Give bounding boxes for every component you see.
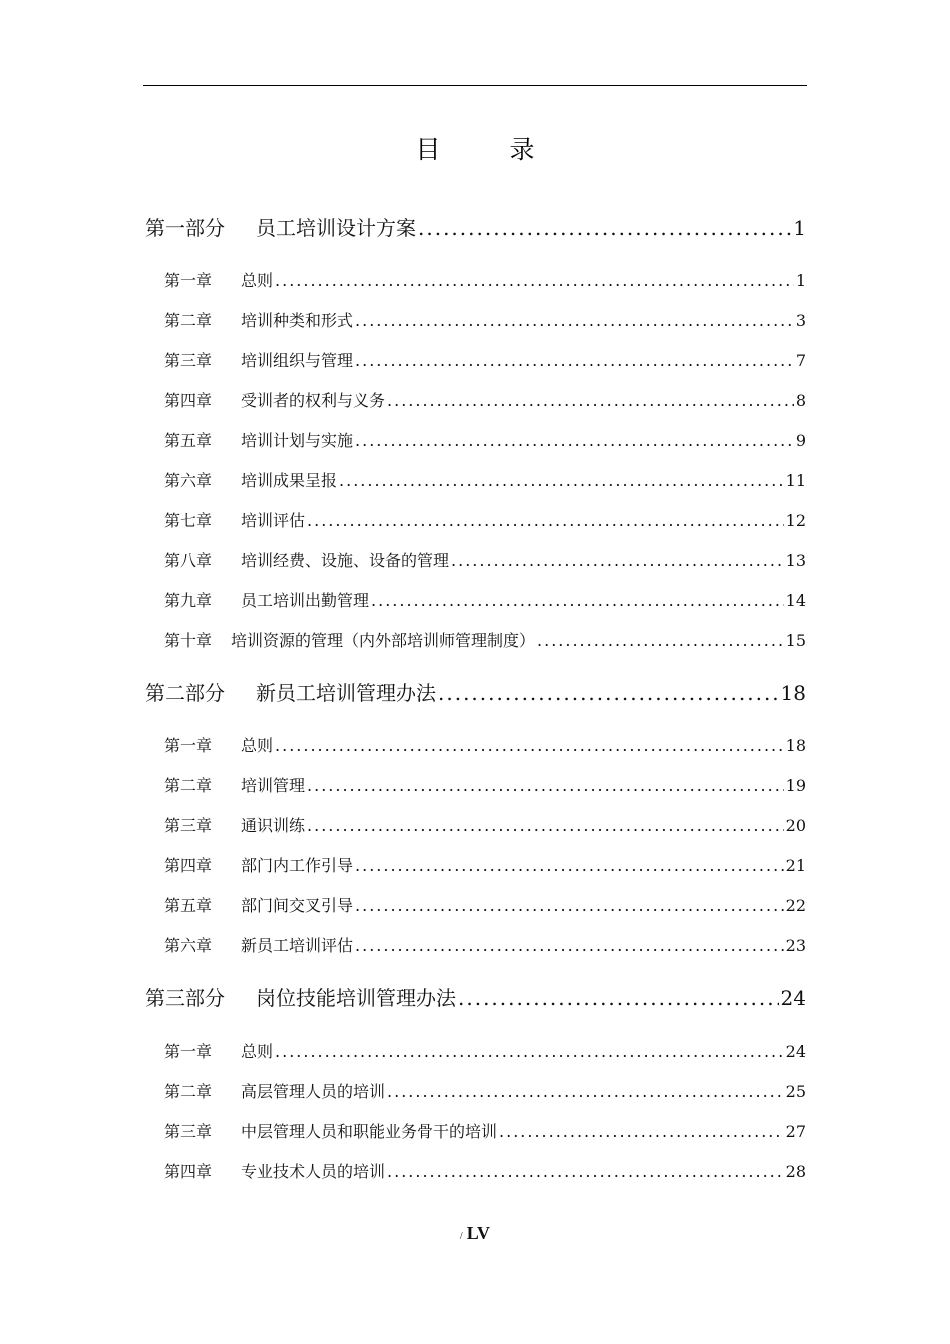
toc-entry-title: 新员工培训管理办法 [256, 681, 436, 705]
toc-entry-label [145, 212, 416, 241]
toc-entry-number: 第一章 [164, 736, 213, 755]
toc-chapter-entry[interactable] [164, 773, 806, 796]
toc-chapter-entry[interactable] [164, 348, 806, 371]
toc-entry-title: 培训管理 [241, 776, 306, 795]
toc-dot-leader [275, 736, 784, 755]
page-title: 目 录 [415, 135, 557, 164]
toc-dot-leader [458, 986, 779, 1010]
toc-entry-title: 培训成果呈报 [241, 471, 338, 490]
toc-page-number: 11 [785, 471, 806, 490]
toc-entry-label [164, 388, 385, 411]
toc-entry-title: 受训者的权利与义务 [241, 391, 386, 410]
toc-entry-label [164, 628, 535, 651]
toc-chapter-entry[interactable] [164, 548, 806, 571]
toc-page-number: 8 [795, 391, 806, 410]
footer-slash: / [459, 1231, 463, 1242]
toc-dot-leader [355, 431, 794, 450]
toc-entry-title: 员工培训设计方案 [256, 216, 416, 240]
toc-chapter-entry[interactable] [164, 933, 806, 956]
toc-entry-label [164, 508, 305, 531]
toc-entry-number: 第一部分 [145, 216, 225, 240]
toc-dot-leader [418, 216, 791, 240]
toc-entry-number: 第四章 [164, 1162, 213, 1181]
toc-entry-label [164, 893, 353, 916]
toc-entry-number: 第二章 [164, 311, 213, 330]
toc-part-entry[interactable] [145, 982, 806, 1011]
toc-entry-label [164, 773, 305, 796]
toc-entry-label [164, 853, 353, 876]
toc-entry-label [164, 268, 273, 291]
toc-entry-label [164, 468, 337, 491]
toc-entry-title: 培训经费、设施、设备的管理 [241, 551, 450, 570]
toc-entry-label [164, 588, 369, 611]
toc-entry-number: 第二章 [164, 1082, 213, 1101]
toc-dot-leader [355, 936, 784, 955]
toc-page-number: 13 [785, 551, 806, 570]
toc-dot-leader [387, 391, 794, 410]
toc-page-number: 25 [785, 1082, 806, 1101]
toc-chapter-entry[interactable] [164, 628, 806, 651]
toc-page-number: 21 [785, 856, 806, 875]
page-number: LV [466, 1223, 491, 1243]
toc-entry-title: 总则 [241, 1042, 274, 1061]
toc-dot-leader [355, 311, 794, 330]
toc-page-number: 1 [795, 271, 806, 290]
toc-entry-number: 第一章 [164, 1042, 213, 1061]
toc-entry-number: 第十章 [164, 631, 213, 650]
toc-entry-number: 第二章 [164, 776, 213, 795]
toc-page-number: 3 [795, 311, 806, 330]
toc-part-entry[interactable] [145, 212, 806, 241]
toc-entry-label [164, 733, 273, 756]
toc-page-number: 14 [785, 591, 806, 610]
toc-entry-title: 培训种类和形式 [241, 311, 354, 330]
toc-entry-number: 第九章 [164, 591, 213, 610]
toc-dot-leader [339, 471, 784, 490]
toc-chapter-entry[interactable] [164, 1039, 806, 1062]
toc-chapter-entry[interactable] [164, 893, 806, 916]
toc-part-entry[interactable] [145, 677, 806, 706]
toc-entry-number: 第六章 [164, 471, 213, 490]
toc-entry-number: 第三章 [164, 1122, 213, 1141]
toc-page-number: 7 [795, 351, 806, 370]
toc-entry-title: 新员工培训评估 [241, 936, 354, 955]
toc-chapter-entry[interactable] [164, 1119, 806, 1142]
toc-dot-leader [387, 1082, 784, 1101]
toc-entry-title: 总则 [241, 736, 274, 755]
toc-page-number: 27 [785, 1122, 806, 1141]
toc-entry-label [164, 1159, 385, 1182]
toc-entry-label [164, 428, 353, 451]
toc-entry-label [164, 308, 353, 331]
toc-entry-number: 第一章 [164, 271, 213, 290]
toc-page-number: 18 [785, 736, 806, 755]
toc-page-number: 28 [785, 1162, 806, 1181]
toc-page-number: 22 [785, 896, 806, 915]
toc-entry-number: 第七章 [164, 511, 213, 530]
toc-entry-title: 中层管理人员和职能业务骨干的培训 [241, 1122, 498, 1141]
toc-chapter-entry[interactable] [164, 388, 806, 411]
toc-page-number: 1 [793, 216, 806, 240]
page-footer [0, 1223, 950, 1244]
toc-dot-leader [275, 271, 794, 290]
toc-entry-title: 培训计划与实施 [241, 431, 354, 450]
toc-chapter-entry[interactable] [164, 468, 806, 491]
toc-dot-leader [307, 511, 784, 530]
toc-entry-number: 第三章 [164, 351, 213, 370]
toc-page-number: 19 [785, 776, 806, 795]
header-rule [143, 85, 807, 86]
toc-page-number: 15 [785, 631, 806, 650]
toc-entry-label [145, 982, 456, 1011]
toc-chapter-entry[interactable] [164, 733, 806, 756]
toc-entry-number: 第四章 [164, 391, 213, 410]
toc-dot-leader [499, 1122, 784, 1141]
toc-chapter-entry[interactable] [164, 1159, 806, 1182]
toc-entry-number: 第五章 [164, 896, 213, 915]
toc-dot-leader [537, 631, 784, 650]
toc-entry-number: 第五章 [164, 431, 213, 450]
toc-entry-number: 第八章 [164, 551, 213, 570]
toc-entry-title: 培训资源的管理（内外部培训师管理制度） [231, 631, 536, 650]
toc-entry-title: 专业技术人员的培训 [241, 1162, 386, 1181]
toc-chapter-entry[interactable] [164, 588, 806, 611]
toc-entry-title: 部门间交叉引导 [241, 896, 354, 915]
toc-dot-leader [307, 816, 784, 835]
toc-entry-title: 部门内工作引导 [241, 856, 354, 875]
toc-chapter-entry[interactable] [164, 308, 806, 331]
toc-dot-leader [275, 1042, 784, 1061]
toc-entry-title: 通识训练 [241, 816, 306, 835]
toc-entry-label [164, 548, 449, 571]
toc-dot-leader [387, 1162, 784, 1181]
toc-chapter-entry[interactable] [164, 813, 806, 836]
toc-page-number: 9 [795, 431, 806, 450]
toc-entry-title: 员工培训出勤管理 [241, 591, 370, 610]
toc-dot-leader [451, 551, 784, 570]
toc-entry-label [164, 933, 353, 956]
toc-entry-label [164, 1119, 497, 1142]
toc-entry-number: 第六章 [164, 936, 213, 955]
toc-entry-label [164, 348, 353, 371]
toc-page-number: 12 [785, 511, 806, 530]
toc-page-number: 24 [780, 986, 806, 1010]
toc-dot-leader [438, 681, 779, 705]
toc-entry-number: 第三部分 [145, 986, 225, 1010]
toc-entry-label [164, 1039, 273, 1062]
toc-entry-title: 岗位技能培训管理办法 [256, 986, 456, 1010]
toc-entry-title: 总则 [241, 271, 274, 290]
toc-page-number: 18 [780, 681, 806, 705]
toc-entry-number: 第三章 [164, 816, 213, 835]
toc-dot-leader [355, 856, 784, 875]
toc-entry-number: 第四章 [164, 856, 213, 875]
toc-entry-label [164, 1079, 385, 1102]
toc-chapter-entry[interactable] [164, 508, 806, 531]
toc-entry-label [164, 813, 305, 836]
toc-chapter-entry[interactable] [164, 268, 806, 291]
toc-dot-leader [371, 591, 784, 610]
toc-page-number: 24 [785, 1042, 806, 1061]
toc-dot-leader [355, 351, 794, 370]
toc-entry-title: 培训评估 [241, 511, 306, 530]
toc-entry-label [145, 677, 436, 706]
toc-chapter-entry[interactable] [164, 853, 806, 876]
toc-dot-leader [307, 776, 784, 795]
toc-page-number: 20 [785, 816, 806, 835]
toc-chapter-entry[interactable] [164, 428, 806, 451]
toc-entry-title: 培训组织与管理 [241, 351, 354, 370]
toc-page-number: 23 [785, 936, 806, 955]
toc-entry-number: 第二部分 [145, 681, 225, 705]
toc-dot-leader [355, 896, 784, 915]
toc-chapter-entry[interactable] [164, 1079, 806, 1102]
toc-entry-title: 高层管理人员的培训 [241, 1082, 386, 1101]
